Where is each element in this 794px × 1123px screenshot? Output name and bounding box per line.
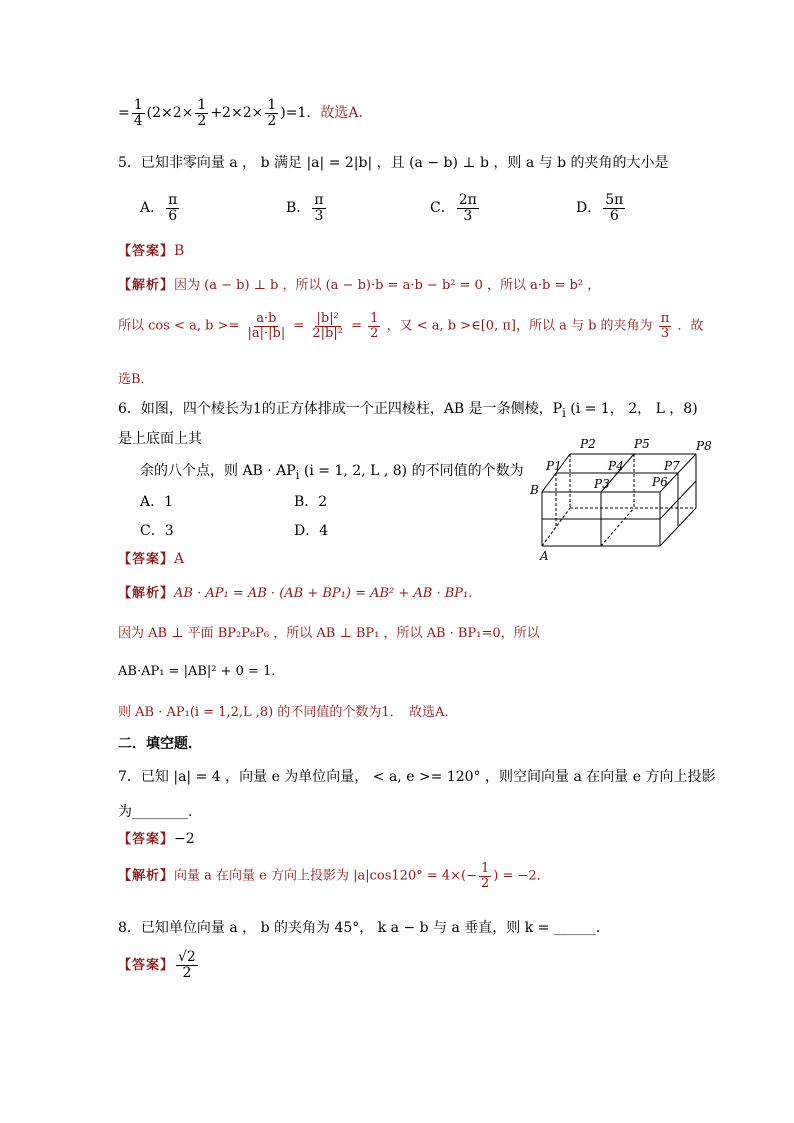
label-p1: P1 bbox=[546, 459, 562, 473]
q6-option-a: A．1 bbox=[140, 494, 174, 510]
q5-solution-line-1: 【解析】因为 (a − b) ⊥ b ，所以 (a − b)·b = a·b − b² = 0 ，所以 a·b = b² ， bbox=[118, 278, 601, 293]
q6-solution-line-2: 因为 AB ⊥ 平面 BP₂P₈P₆ ，所以 AB ⊥ BP₁ ，所以 AB · BP₁=0，所以 bbox=[118, 626, 540, 641]
label-p7: P7 bbox=[664, 459, 680, 473]
q8-answer: 【答案】 $\frac{√2}{2}$ bbox=[118, 949, 196, 981]
question-6-stem-line-1: 6．如图，四个棱长为1的正方体排成一个正四棱柱，AB 是一条侧棱，$P_i$ (i = 1， 2， L ，8) bbox=[118, 401, 698, 420]
label-p3: P3 bbox=[594, 477, 610, 491]
label-p4: P4 bbox=[608, 459, 624, 473]
label-p2: P2 bbox=[580, 437, 596, 451]
q6-solution-line-3: AB·AP₁ = |AB|² + 0 = 1． bbox=[118, 664, 285, 679]
question-7-stem-line-2: 为________． bbox=[118, 804, 202, 820]
q7-solution: 【解析】向量 a 在向量 e 方向上投影为 |a|cos120° = 4×(− $\frac{1}{2}$ ) = −2． bbox=[118, 861, 550, 891]
question-6-stem-line-2: 是上底面上其 bbox=[118, 431, 202, 447]
question-6-stem-line-3: 余的八个点，则 AB · $AP_i$ (i = 1, 2, L , 8) 的不同值的个数为 bbox=[140, 463, 524, 482]
q6-option-d: D．4 bbox=[294, 523, 329, 539]
prism-figure bbox=[528, 432, 718, 562]
q7-answer: 【答案】−2 bbox=[118, 831, 195, 847]
label-p5: P5 bbox=[634, 437, 650, 451]
label-p6: P6 bbox=[652, 475, 668, 489]
q5-option-d: D． $\frac{5\pi}{6}$ bbox=[576, 192, 624, 224]
prev-solution-line: = $\frac{1}{4}$ (2×2× $\frac{1}{2}$ +2×2× $\frac{1}{2}$ )=1．故选A． bbox=[118, 97, 373, 129]
q6-option-b: B．2 bbox=[294, 494, 328, 510]
section-2-heading: 二．填空题． bbox=[118, 736, 202, 752]
q6-answer: 【答案】A bbox=[118, 551, 185, 567]
question-8-stem: 8．已知单位向量 a ， b 的夹角为 45°， k a − b 与 a 垂直，则 k = ______． bbox=[118, 920, 610, 936]
label-b: B bbox=[530, 483, 539, 497]
label-a: A bbox=[540, 549, 549, 562]
q6-solution-line-1: 【解析】AB · AP₁ = AB · (AB + BP₁) = AB² + AB · BP₁． bbox=[118, 586, 482, 601]
q6-solution-line-4: 则 AB · AP₁(i = 1,2,L ,8) 的不同值的个数为1． 故选A． bbox=[118, 705, 458, 720]
q5-option-a: A． $\frac{\pi}{6}$ bbox=[140, 192, 178, 224]
label-p8: P8 bbox=[696, 439, 712, 453]
q5-option-b: B． $\frac{\pi}{3}$ bbox=[286, 192, 324, 224]
q5-solution-line-3: 选B． bbox=[118, 372, 154, 387]
question-7-stem: 7．已知 |a| = 4 ，向量 e 为单位向量， < a, e >= 120° ，则空间向量 a 在向量 e 方向上投影 bbox=[118, 769, 716, 785]
q5-answer: 【答案】B bbox=[118, 243, 185, 259]
q5-solution-line-2: 所以 cos < a, b >= $\frac{a\cdot b}{|a|\cdot|b|}$ = $\frac{\text{|b|²}}{\text{2|b|²}}$ = $\frac{1}{2}$ ，又 < a, b >∈[0, π]，所以 a 与 b 的夹角为 $\frac{\pi}{3}$ ．故 bbox=[118, 311, 704, 341]
question-5-stem: 5．已知非零向量 a ， b 满足 |a| = 2|b| ，且 (a − b) ⊥ b ，则 a 与 b 的夹角的大小是 bbox=[118, 155, 669, 171]
q6-option-c: C．3 bbox=[140, 523, 174, 539]
q5-option-c: C． $\frac{2\pi}{3}$ bbox=[430, 192, 477, 224]
